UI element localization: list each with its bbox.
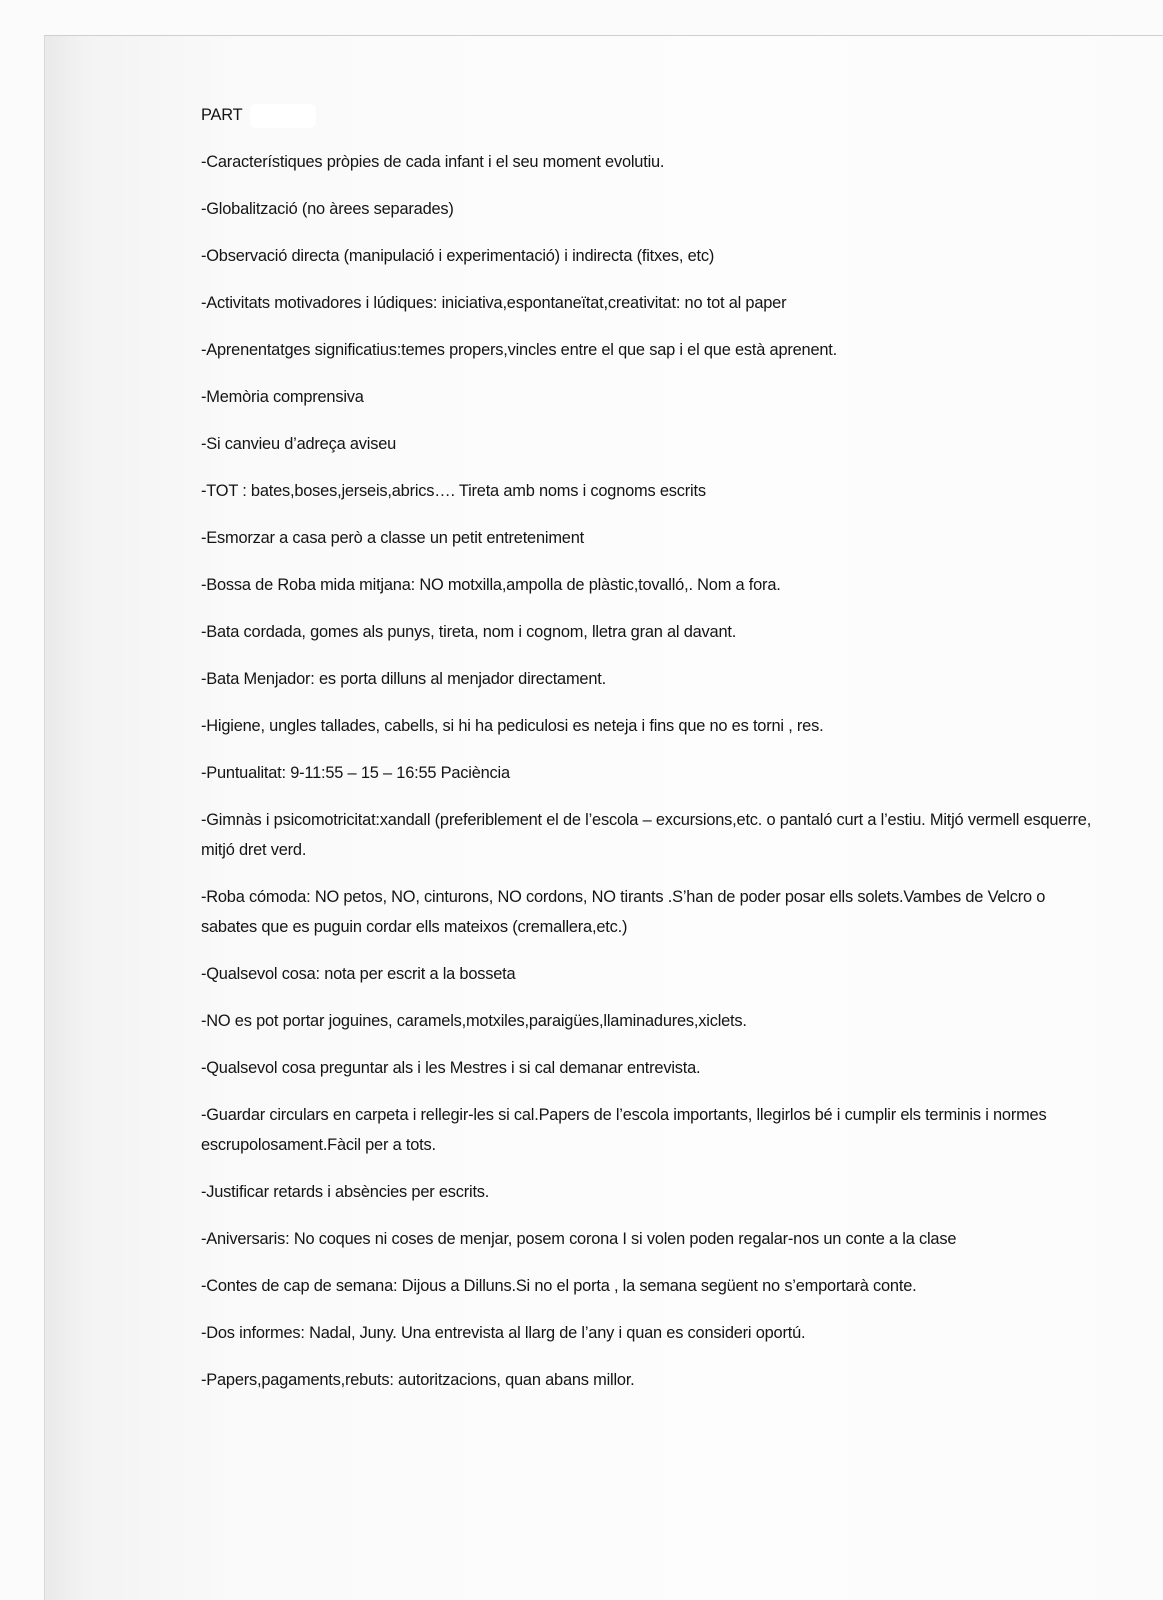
list-item: -NO es pot portar joguines, caramels,motxiles,paraigües,llaminadures,xiclets. (201, 1012, 747, 1030)
list-item: -Papers,pagaments,rebuts: autoritzacions, quan abans millor. (201, 1371, 635, 1389)
list-item: -Memòria comprensiva (201, 388, 364, 406)
item-list (201, 147, 1101, 1395)
list-item: -Justificar retards i absències per escrits. (201, 1183, 490, 1201)
list-item: -Globalització (no àrees separades) (201, 200, 454, 218)
document-heading (201, 100, 1101, 130)
list-item: -Bata Menjador: es porta dilluns al menjador directament. (201, 670, 606, 688)
list-item: -Activitats motivadores i lúdiques: iniciativa,espontaneïtat,creativitat: no tot al paper (201, 294, 787, 312)
list-item: -Roba cómoda: NO petos, NO, cinturons, NO cordons, NO tirants .S’han de poder posar ells solets.Vambes de Velcro o sabates que es puguin cordar ells mateixos (cremallera,etc.) (201, 888, 1046, 936)
list-item: -Aniversaris: No coques ni coses de menjar, posem corona I si volen poden regalar-nos un conte a la clase (201, 1230, 957, 1248)
heading-text: PART (201, 106, 243, 124)
list-item: -Higiene, ungles tallades, cabells, si hi ha pediculosi es neteja i fins que no es torni , res. (201, 717, 824, 735)
list-item: -Bata cordada, gomes als punys, tireta, nom i cognom, lletra gran al davant. (201, 623, 737, 641)
list-item: -Observació directa (manipulació i experimentació) i indirecta (fitxes, etc) (201, 247, 715, 265)
redacted-region (250, 104, 316, 128)
list-item: -TOT : bates,boses,jerseis,abrics…. Tireta amb noms i cognoms escrits (201, 482, 706, 500)
list-item: -Puntualitat: 9-11:55 – 15 – 16:55 Paciència (201, 764, 510, 782)
list-item: -Aprenentatges significatius:temes propers,vincles entre el que sap i el que està aprenent. (201, 341, 837, 359)
list-item: -Si canvieu d’adreça aviseu (201, 435, 397, 453)
list-item: -Contes de cap de semana: Dijous a Dilluns.Si no el porta , la semana següent no s’emportarà conte. (201, 1277, 917, 1295)
list-item: -Qualsevol cosa preguntar als i les Mestres i si cal demanar entrevista. (201, 1059, 701, 1077)
document-body (201, 100, 1101, 1412)
list-item: -Esmorzar a casa però a classe un petit entreteniment (201, 529, 584, 547)
list-item: -Bossa de Roba mida mitjana: NO motxilla,ampolla de plàstic,tovalló,. Nom a fora. (201, 576, 781, 594)
list-item: -Dos informes: Nadal, Juny. Una entrevista al llarg de l’any i quan es consideri oportú. (201, 1324, 806, 1342)
list-item: -Guardar circulars en carpeta i rellegir-les si cal.Papers de l’escola importants, llegirlos bé i cumplir els terminis i normes escrupolosament.Fàcil per a tots. (201, 1106, 1047, 1154)
list-item: -Gimnàs i psicomotricitat:xandall (preferiblement el de l’escola – excursions,etc. o pantaló curt a l’estiu. Mitjó vermell esquerre, mitjó dret verd. (201, 811, 1092, 859)
list-item: -Característiques pròpies de cada infant i el seu moment evolutiu. (201, 153, 665, 171)
list-item: -Qualsevol cosa: nota per escrit a la bosseta (201, 965, 516, 983)
